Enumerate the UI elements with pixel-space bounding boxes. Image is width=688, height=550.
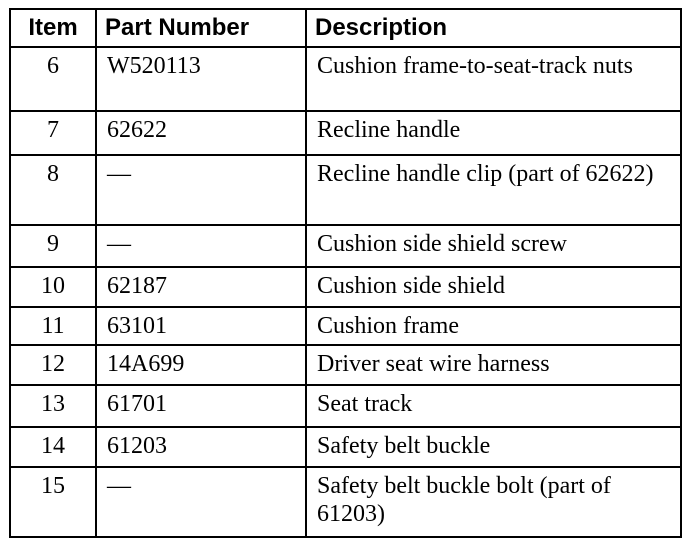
table-row bbox=[10, 111, 681, 155]
cell-description: Cushion side shield screw bbox=[306, 225, 681, 267]
table-row bbox=[10, 155, 681, 225]
header-part-number: Part Number bbox=[96, 9, 306, 47]
table-row bbox=[10, 427, 681, 467]
cell-description: Recline handle clip (part of 62622) bbox=[306, 155, 681, 225]
table-row bbox=[10, 225, 681, 267]
cell-description: Seat track bbox=[306, 385, 681, 427]
cell-item: 6 bbox=[10, 47, 96, 111]
cell-description: Cushion frame-to-seat-track nuts bbox=[306, 47, 681, 111]
cell-part-number: 61203 bbox=[96, 427, 306, 467]
cell-description: Safety belt buckle bolt (part of 61203) bbox=[306, 467, 681, 537]
cell-item: 12 bbox=[10, 345, 96, 385]
cell-part-number: — bbox=[96, 467, 306, 537]
cell-item: 11 bbox=[10, 307, 96, 345]
cell-item: 13 bbox=[10, 385, 96, 427]
table-row bbox=[10, 307, 681, 345]
header-item: Item bbox=[10, 9, 96, 47]
cell-part-number: 63101 bbox=[96, 307, 306, 345]
cell-description: Safety belt buckle bbox=[306, 427, 681, 467]
cell-description: Cushion side shield bbox=[306, 267, 681, 307]
cell-item: 9 bbox=[10, 225, 96, 267]
cell-item: 14 bbox=[10, 427, 96, 467]
table-row bbox=[10, 345, 681, 385]
cell-part-number: — bbox=[96, 155, 306, 225]
cell-item: 15 bbox=[10, 467, 96, 537]
table-row bbox=[10, 267, 681, 307]
cell-part-number: 14A699 bbox=[96, 345, 306, 385]
cell-description: Cushion frame bbox=[306, 307, 681, 345]
table-row bbox=[10, 385, 681, 427]
cell-description: Recline handle bbox=[306, 111, 681, 155]
cell-item: 7 bbox=[10, 111, 96, 155]
cell-item: 8 bbox=[10, 155, 96, 225]
cell-part-number: 62622 bbox=[96, 111, 306, 155]
cell-part-number: W520113 bbox=[96, 47, 306, 111]
cell-part-number: — bbox=[96, 225, 306, 267]
parts-table bbox=[9, 8, 682, 538]
table-row bbox=[10, 467, 681, 537]
table-row bbox=[10, 47, 681, 111]
cell-part-number: 62187 bbox=[96, 267, 306, 307]
table-header-row bbox=[10, 9, 681, 47]
cell-description: Driver seat wire harness bbox=[306, 345, 681, 385]
header-description: Description bbox=[306, 9, 681, 47]
cell-part-number: 61701 bbox=[96, 385, 306, 427]
cell-item: 10 bbox=[10, 267, 96, 307]
